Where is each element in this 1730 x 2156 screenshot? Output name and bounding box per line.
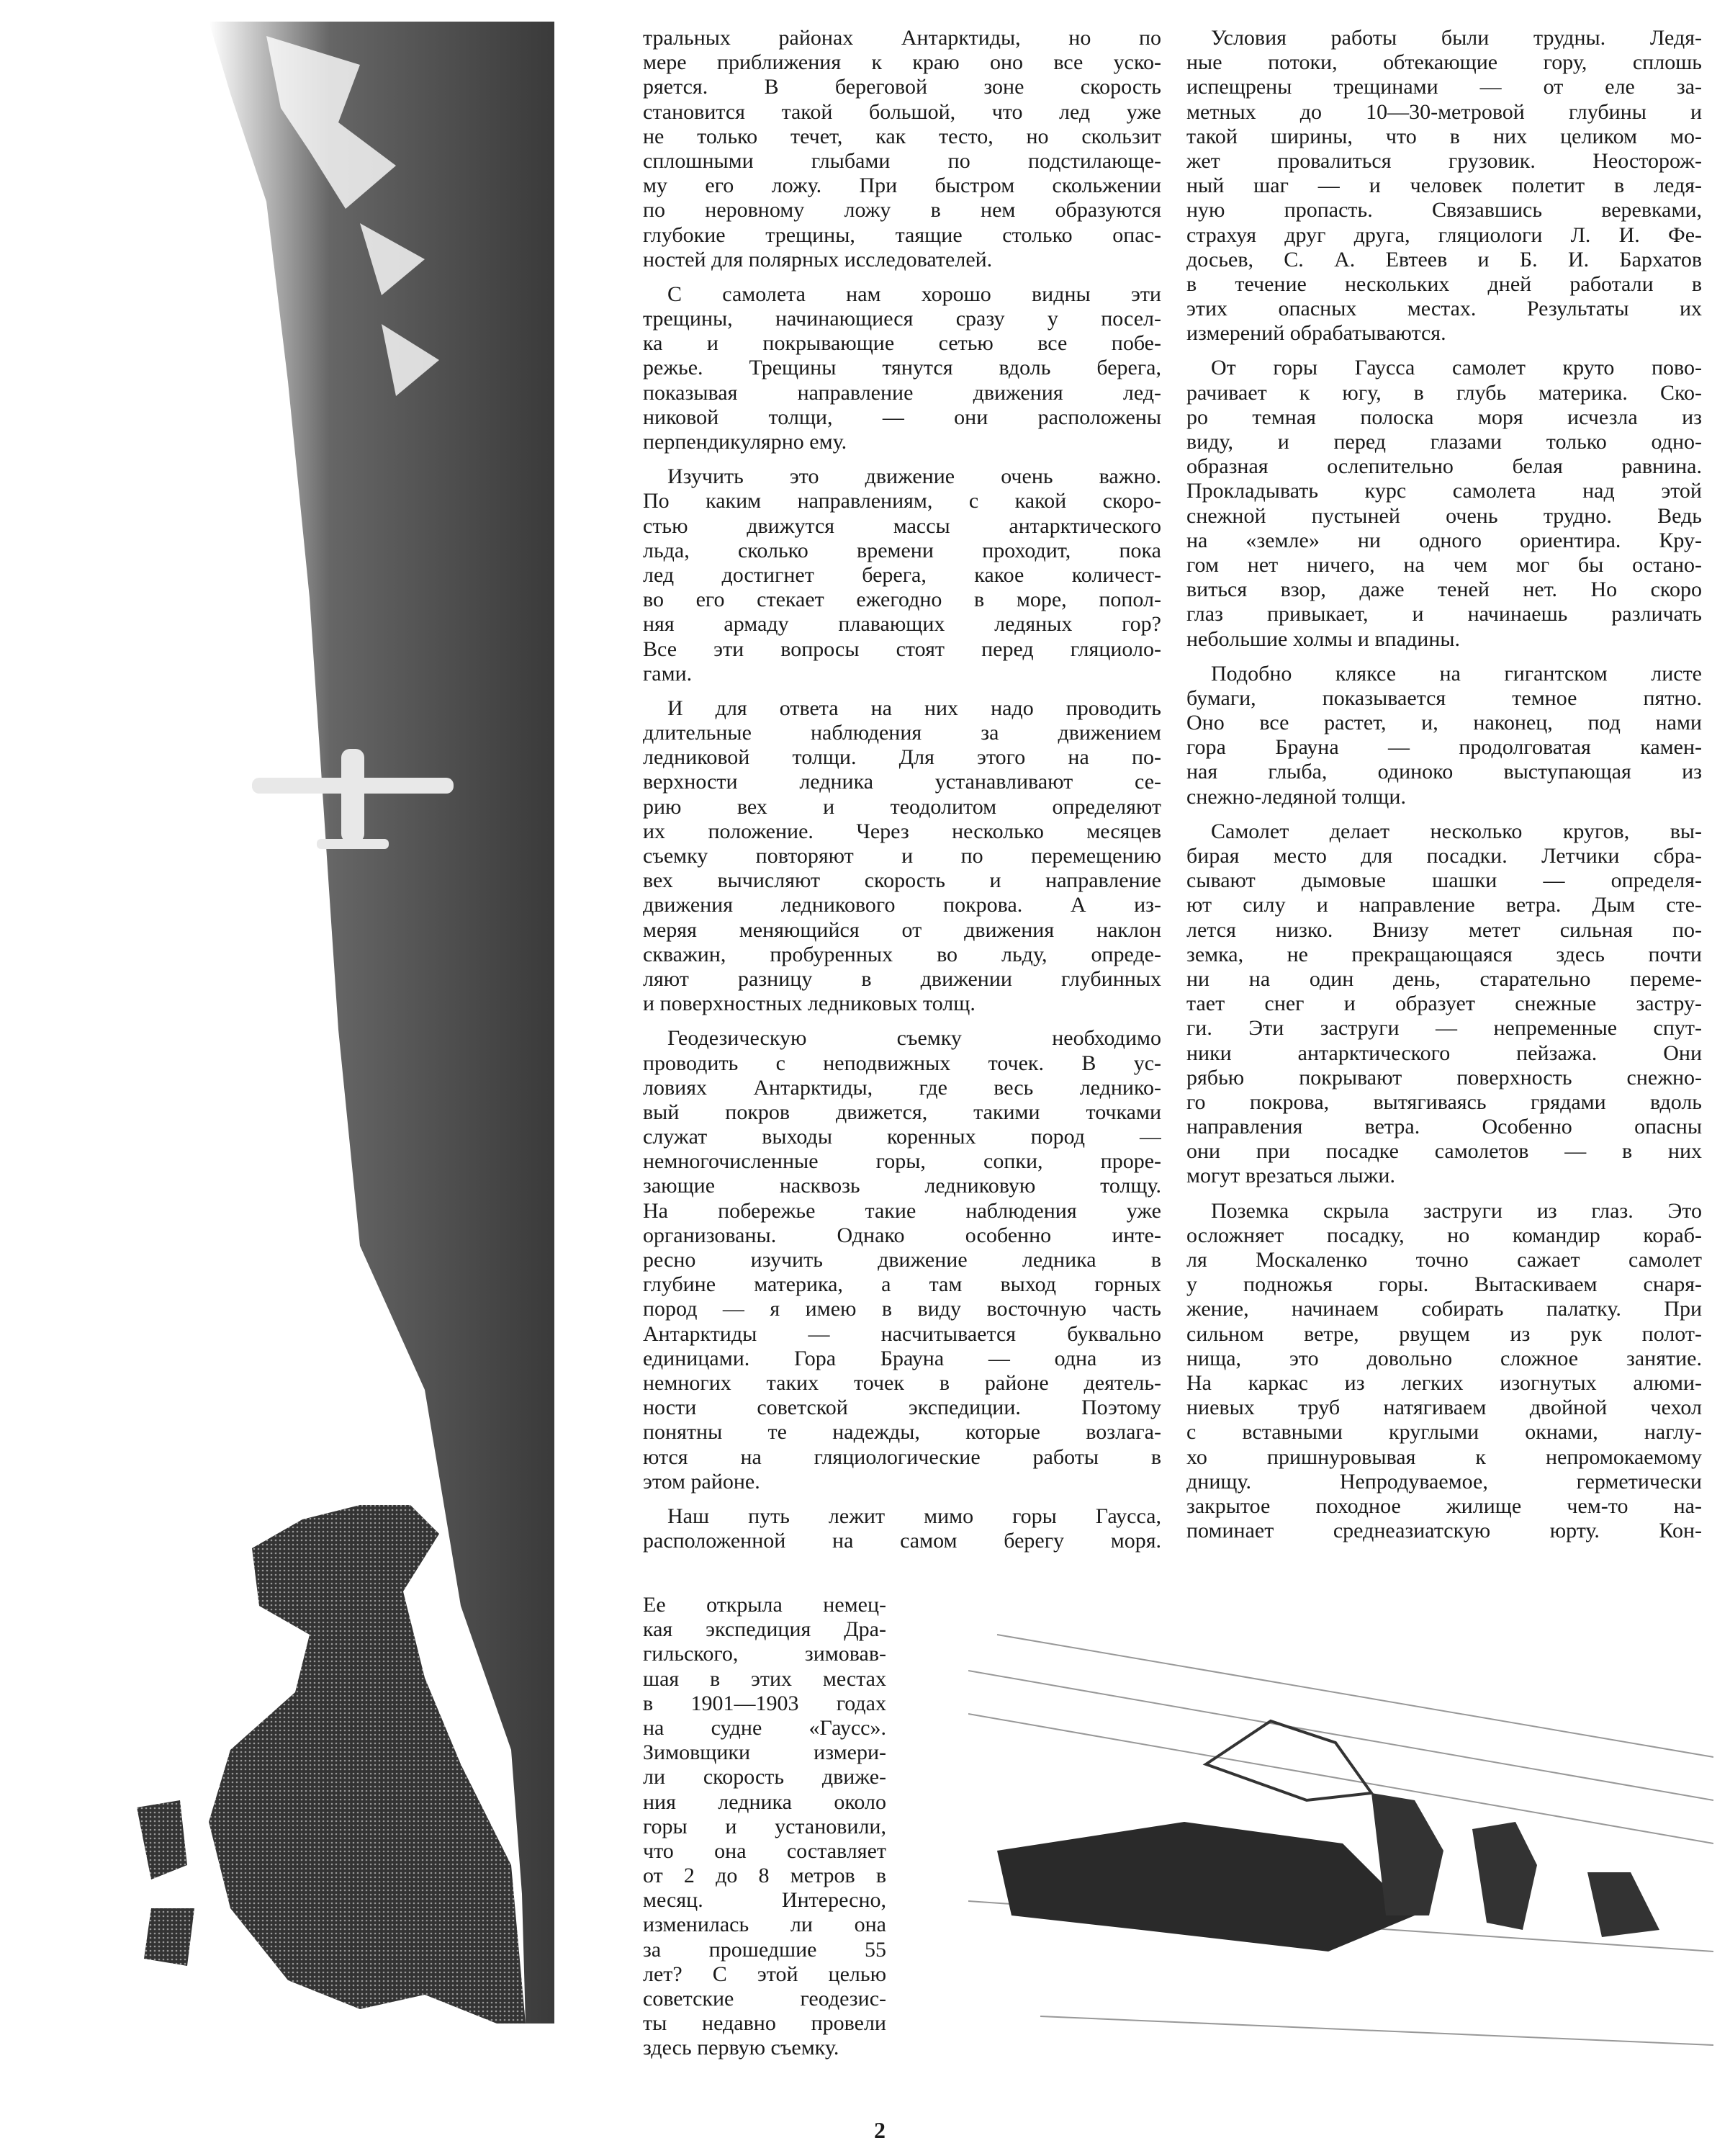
text-line: сывают дымовые шашки — определя- xyxy=(1186,868,1702,893)
text-line: ты недавно провели xyxy=(643,2011,886,2036)
text-line: Ее открыла немец- xyxy=(643,1593,886,1617)
text-line: Наш путь лежит мимо горы Гаусса, xyxy=(667,1504,1161,1528)
text-line: Прокладывать курс самолета над этой xyxy=(1186,479,1702,503)
text-line: глубине материка, а там выход горных xyxy=(643,1272,1161,1297)
text-line: гом нет ничего, на чем мог бы остано- xyxy=(1186,552,1702,577)
text-line: немногих таких точек в районе деятель- xyxy=(643,1370,1161,1395)
text-line: досьев, С. А. Евтеев и Б. И. Бархатов xyxy=(1186,247,1702,271)
text-line: проводить с неподвижных точек. В ус- xyxy=(643,1051,1161,1075)
paragraph xyxy=(1186,26,1702,346)
paragraph xyxy=(643,1593,886,2061)
text-line: Подобно кляксе на гигантском листе xyxy=(1211,661,1702,686)
text-line: у подножья горы. Вытаскиваем снаря- xyxy=(1186,1272,1702,1297)
text-line: во его стекает ежегодно в море, попол- xyxy=(643,588,1161,612)
text-line: расположенной на самом берегу моря. xyxy=(643,1529,1161,1553)
paragraph xyxy=(1186,1199,1702,1544)
text-line: ка и покрывающие сетью все побе- xyxy=(643,331,1161,356)
text-line: гора Брауна — продолговатая камен- xyxy=(1186,735,1702,760)
text-line: верхности ледника устанавливают се- xyxy=(643,770,1161,794)
text-line: ная глыба, одиноко выступающая из xyxy=(1186,760,1702,784)
tent-shape xyxy=(1206,1721,1371,1800)
text-line: Геодезическую съемку необходимо xyxy=(667,1026,1161,1051)
text-line: ют силу и направление ветра. Дым сте- xyxy=(1186,893,1702,917)
text-line: На каркас из легких изогнутых алюми- xyxy=(1186,1370,1702,1395)
text-line: горы и установили, xyxy=(643,1814,886,1838)
text-line: ния ледника около xyxy=(643,1789,886,1814)
text-line: ряется. В береговой зоне скорость xyxy=(643,75,1161,99)
text-line: съемку повторяют и по перемещению xyxy=(643,844,1161,868)
text-line: рябью покрывают поверхность снежно- xyxy=(1186,1065,1702,1090)
text-line: режье. Трещины тянутся вдоль берега, xyxy=(643,356,1161,380)
text-line: гильского, зимовав- xyxy=(643,1642,886,1666)
text-line: мере приближения к краю оно все уско- xyxy=(643,50,1161,75)
text-line: ни на один день, старательно переме- xyxy=(1186,966,1702,991)
text-line: их положение. Через несколько месяцев xyxy=(643,819,1161,843)
people-figures xyxy=(1371,1793,1659,1937)
text-line: лется низко. Внизу метет сильная по- xyxy=(1186,917,1702,942)
text-line: На побережье такие наблюдения уже xyxy=(643,1198,1161,1223)
text-line: снежной пустыней очень трудно. Ведь xyxy=(1186,503,1702,528)
text-line: они при посадке самолетов — в них xyxy=(1186,1139,1702,1164)
text-line: По каким направлениям, с какой скоро- xyxy=(643,489,1161,513)
text-line: вех вычисляют скорость и направление xyxy=(643,868,1161,893)
text-line: И для ответа на них надо проводить xyxy=(667,696,1161,720)
text-line: ловиях Антарктиды, где весь леднико- xyxy=(643,1075,1161,1100)
text-line: рию вех и теодолитом определяют xyxy=(643,794,1161,819)
text-line: ледниковой толщи. Для этого на по- xyxy=(643,745,1161,770)
text-line: метных до 10—30-метровой глубины и xyxy=(1186,99,1702,124)
sledge-and-cargo xyxy=(997,1822,1415,1951)
coastline-aerial-illustration xyxy=(122,22,569,2024)
text-line: этом районе. xyxy=(643,1469,760,1494)
text-line: гами. xyxy=(643,661,693,686)
article-column-1-narrow xyxy=(643,1593,886,2071)
island xyxy=(137,1800,194,1966)
paragraph xyxy=(643,1026,1161,1494)
text-line: ются на гляциологические работы в xyxy=(643,1445,1161,1469)
text-line: поминает среднеазиатскую юрту. Кон- xyxy=(1186,1519,1702,1543)
text-line: никовой толщи, — они расположены xyxy=(643,405,1161,429)
text-line: глубокие трещины, таящие столько опас- xyxy=(643,223,1161,247)
text-line: и поверхностных ледниковых толщ. xyxy=(643,992,976,1016)
paragraph xyxy=(643,1504,1161,1553)
text-line: С самолета нам хорошо видны эти xyxy=(667,282,1161,306)
text-line: жение, начинаем собирать палатку. При xyxy=(1186,1297,1702,1321)
text-line: ля Москаленко точно сажает самолет xyxy=(1186,1248,1702,1272)
text-line: сплошными глыбами по подстилающе- xyxy=(643,148,1161,173)
text-line: Поземка скрыла заструги из глаз. Это xyxy=(1211,1198,1702,1223)
text-line: земка, не прекращающаяся здесь почти xyxy=(1186,942,1702,966)
text-line: сильном ветре, рвущем из рук полот- xyxy=(1186,1321,1702,1346)
text-line: нища, это довольно сложное занятие. xyxy=(1186,1346,1702,1370)
text-line: ги. Эти заструги — непременные спут- xyxy=(1186,1016,1702,1041)
text-line: жет провалиться грузовик. Неосторож- xyxy=(1186,148,1702,173)
text-line: хо пришнуровывая к непромокаемому xyxy=(1186,1445,1702,1469)
text-line: перпендикулярно ему. xyxy=(643,430,847,454)
text-line: на «земле» ни одного ориентира. Кру- xyxy=(1186,528,1702,552)
paragraph xyxy=(643,26,1161,272)
text-line: ляют разницу в движении глубинных xyxy=(643,966,1161,991)
text-line: Условия работы были трудны. Ледя- xyxy=(1211,26,1702,50)
text-line: страхуя друг друга, гляциологи Л. И. Фе- xyxy=(1186,223,1702,247)
text-line: осложняет посадку, но командир кораб- xyxy=(1186,1223,1702,1247)
article-column-1 xyxy=(643,26,1161,1563)
text-line: стью движутся массы антарктического xyxy=(643,513,1161,538)
text-line: в 1901—1903 годах xyxy=(643,1691,886,1715)
paragraph xyxy=(643,282,1161,454)
text-line: образная ослепительно белая равнина. xyxy=(1186,454,1702,479)
text-line: ности советской экспедиции. Поэтому xyxy=(643,1396,1161,1420)
article-column-2 xyxy=(1186,26,1702,1553)
text-line: за прошедшие 55 xyxy=(643,1937,886,1962)
text-line: советские геодезис- xyxy=(643,1987,886,2011)
text-line: днищу. Непродуваемое, герметически xyxy=(1186,1469,1702,1494)
text-line: движения ледникового покрова. А из- xyxy=(643,893,1161,917)
text-line: му его ложу. При быстром скольжении xyxy=(643,174,1161,198)
page-number: 2 xyxy=(874,2117,886,2143)
text-line: зающие насквозь ледниковую толщу. xyxy=(643,1174,1161,1198)
text-line: лед достигнет берега, какое количест- xyxy=(643,562,1161,587)
text-line: испещрены трещинами — от еле за- xyxy=(1186,75,1702,99)
text-line: становится такой большой, что лед уже xyxy=(643,99,1161,124)
text-line: служат выходы коренных пород — xyxy=(643,1125,1161,1149)
text-line: тает снег и образует снежные застру- xyxy=(1186,992,1702,1016)
text-line: виду, и перед глазами только одно- xyxy=(1186,430,1702,454)
text-line: снежно-ледяной толщи. xyxy=(1186,784,1406,809)
text-line: не только течет, как тесто, но скользит xyxy=(643,124,1161,148)
text-line: единицами. Гора Брауна — одна из xyxy=(643,1346,1161,1370)
text-line: тральных районах Антарктиды, но по xyxy=(643,26,1161,50)
text-line: Оно все растет, и, наконец, под нами xyxy=(1186,711,1702,735)
text-line: что она составляет xyxy=(643,1838,886,1863)
text-line: на судне «Гаусс». xyxy=(643,1715,886,1740)
text-line: няя армаду плавающих ледяных гор? xyxy=(643,612,1161,637)
paragraph xyxy=(1186,819,1702,1189)
text-line: ли скорость движе- xyxy=(643,1765,886,1789)
text-line: го покрова, вытягиваясь грядами вдоль xyxy=(1186,1090,1702,1114)
text-line: шая в этих местах xyxy=(643,1666,886,1691)
text-line: рачивает к югу, в глубь материка. Ско- xyxy=(1186,380,1702,405)
text-line: изменилась ли она xyxy=(643,1913,886,1937)
text-line: меряя меняющийся от движения наклон xyxy=(643,917,1161,942)
text-line: льда, сколько времени проходит, пока xyxy=(643,538,1161,562)
paragraph xyxy=(643,696,1161,1016)
text-line: с вставными круглыми окнами, наглу- xyxy=(1186,1420,1702,1445)
text-line: ную пропасть. Связавшись веревками, xyxy=(1186,198,1702,223)
paragraph xyxy=(1186,662,1702,809)
text-line: ниевых труб натягиваем двойной чехол xyxy=(1186,1396,1702,1420)
text-line: длительные наблюдения за движением xyxy=(643,721,1161,745)
text-line: скважин, пробуренных во льду, опреде- xyxy=(643,942,1161,966)
paragraph xyxy=(1186,356,1702,651)
text-line: ные потоки, обтекающие гору, сплошь xyxy=(1186,50,1702,75)
text-line: понятны те надежды, которые возлага- xyxy=(643,1420,1161,1445)
text-line: этих опасных местах. Результаты их xyxy=(1186,297,1702,321)
text-line: ный шаг — и человек полетит в ледя- xyxy=(1186,174,1702,198)
text-line: ностей для полярных исследователей. xyxy=(643,247,993,271)
text-line: лет? С этой целью xyxy=(643,1962,886,1986)
text-line: Изучить это движение очень важно. xyxy=(667,464,1161,489)
text-line: по неровному ложу в нем образуются xyxy=(643,198,1161,223)
text-line: кая экспедиция Дра- xyxy=(643,1617,886,1642)
text-line: трещины, начинающиеся сразу у посел- xyxy=(643,307,1161,331)
camp-sketch-illustration xyxy=(968,1613,1713,2060)
text-line: глаз привыкает, и начинаешь различать xyxy=(1186,602,1702,626)
text-line: От горы Гаусса самолет круто пово- xyxy=(1211,356,1702,380)
paragraph xyxy=(643,464,1161,686)
text-line: вый покров движется, такими точками xyxy=(643,1100,1161,1124)
text-line: небольшие холмы и впадины. xyxy=(1186,626,1461,651)
text-line: ресно изучить движение ледника в xyxy=(643,1248,1161,1272)
text-line: ро темная полоска моря исчезла из xyxy=(1186,405,1702,429)
text-line: измерений обрабатываются. xyxy=(1186,321,1446,346)
text-line: такой ширины, что в них целиком мо- xyxy=(1186,124,1702,148)
text-line: ники антарктического пейзажа. Они xyxy=(1186,1041,1702,1065)
text-line: бирая место для посадки. Летчики сбра- xyxy=(1186,844,1702,868)
text-line: Самолет делает несколько кругов, вы- xyxy=(1211,819,1702,843)
text-line: Все эти вопросы стоят перед гляциоло- xyxy=(643,637,1161,661)
text-line: месяц. Интересно, xyxy=(643,1888,886,1913)
text-line: в течение нескольких дней работали в xyxy=(1186,271,1702,296)
text-line: показывая направление движения лед- xyxy=(643,380,1161,405)
text-line: виться взор, даже теней нет. Но скоро xyxy=(1186,578,1702,602)
text-line: здесь первую съемку. xyxy=(643,2036,839,2060)
text-line: Зимовщики измери- xyxy=(643,1740,886,1765)
text-line: Антарктиды — насчитывается буквально xyxy=(643,1321,1161,1346)
text-line: закрытое походное жилище чем-то на- xyxy=(1186,1494,1702,1518)
text-line: немногочисленные горы, сопки, проре- xyxy=(643,1149,1161,1174)
text-line: от 2 до 8 метров в xyxy=(643,1864,886,1888)
text-line: направления ветра. Особенно опасны xyxy=(1186,1115,1702,1139)
text-line: могут врезаться лыжи. xyxy=(1186,1164,1395,1188)
text-line: организованы. Однако особенно инте- xyxy=(643,1223,1161,1247)
text-line: бумаги, показывается темное пятно. xyxy=(1186,686,1702,710)
text-line: пород — я имею в виду восточную часть xyxy=(643,1297,1161,1321)
